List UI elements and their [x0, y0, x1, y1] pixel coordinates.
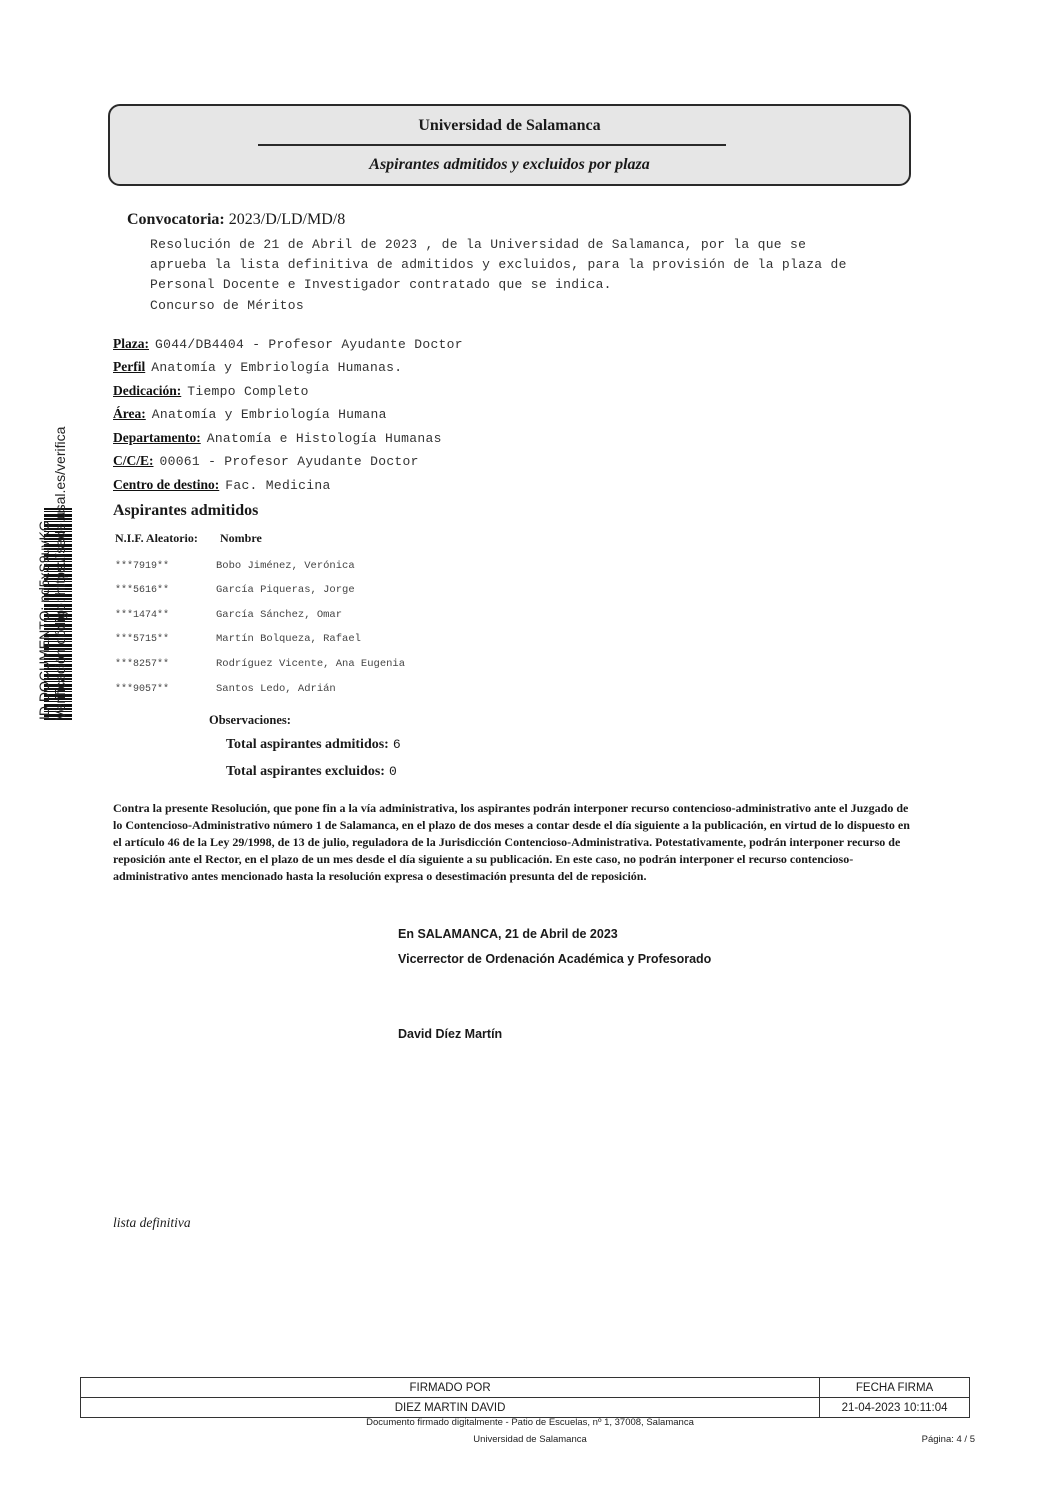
field-value: G044/DB4404 - Profesor Ayudante Doctor: [155, 337, 463, 352]
table-row-name: Santos Ledo, Adrián: [216, 683, 336, 695]
table-row-name: Bobo Jiménez, Verónica: [216, 560, 355, 572]
total-excluidos-label: Total aspirantes excluidos:: [226, 764, 385, 779]
total-excluidos: [226, 764, 397, 780]
table-row-name: Martín Bolqueza, Rafael: [216, 633, 361, 645]
table-row-nif: ***1474**: [115, 610, 170, 621]
field-value: Tiempo Completo: [187, 384, 309, 399]
field-label: Dedicación:: [113, 383, 182, 398]
col-name: Nombre: [220, 531, 262, 545]
field-label: C/C/E:: [113, 453, 154, 468]
total-admitidos: [226, 737, 401, 753]
field-value: 00061 - Profesor Ayudante Doctor: [159, 454, 419, 469]
header-divider: [258, 144, 726, 146]
total-admitidos-label: Total aspirantes admitidos:: [226, 737, 389, 752]
convocatoria: [127, 211, 345, 229]
header-subtitle: Aspirantes admitidos y excluidos por plaza: [369, 156, 650, 173]
resolution-line-1: Resolución de 21 de Abril de 2023 , de la Universidad de Salamanca, por la que se: [150, 237, 807, 252]
table-row-nif: ***5616**: [115, 585, 170, 596]
admitidos-title: Aspirantes admitidos: [113, 502, 259, 519]
table-row-name: Rodríguez Vicente, Ana Eugenia: [216, 658, 406, 670]
field-label: Departamento:: [113, 430, 201, 445]
field-dedicacion: [113, 382, 309, 400]
field-plaza: [113, 335, 463, 353]
table-row-nif: ***5715**: [115, 634, 170, 645]
field-label: Centro de destino:: [113, 477, 220, 492]
place-date: En SALAMANCA, 21 de Abril de 2023: [398, 927, 618, 941]
table-row-nif: ***8257**: [115, 659, 170, 670]
field-value: Anatomía y Embriología Humanas.: [151, 360, 403, 375]
university-footer: Universidad de Salamanca: [473, 1434, 587, 1445]
field-value: Anatomía e Histología Humanas: [206, 431, 442, 446]
convocatoria-value: 2023/D/LD/MD/8: [228, 211, 346, 228]
field-area: [113, 405, 387, 423]
signed-by-value: DIEZ MARTIN DAVID: [81, 1398, 820, 1418]
resolution-line-2: aprueba la lista definitiva de admitidos y excluidos, para la provisión de la plaza de: [150, 257, 847, 272]
field-cce: [113, 452, 419, 470]
field-label: Área:: [113, 406, 146, 421]
field-centro: [113, 476, 331, 494]
signer-role: Vicerrector de Ordenación Académica y Profesorado: [398, 952, 712, 966]
col-nif: N.I.F. Aleatorio:: [115, 531, 198, 545]
concurso-type: Concurso de Méritos: [150, 298, 304, 313]
page-number: Página: 4 / 5: [921, 1434, 975, 1445]
total-admitidos-value: 6: [392, 737, 401, 752]
field-perfil: [113, 358, 402, 376]
footer-note: lista definitiva: [113, 1215, 191, 1230]
field-label: Perfil: [113, 359, 146, 374]
field-departamento: [113, 429, 442, 447]
table-row-nif: ***7919**: [115, 561, 170, 572]
sign-date-header: FECHA FIRMA: [820, 1378, 970, 1398]
table-row-name: García Piqueras, Jorge: [216, 584, 355, 596]
signed-by-header: FIRMADO POR: [81, 1378, 820, 1398]
sign-date-value: 21-04-2023 10:11:04: [820, 1398, 970, 1418]
legal-paragraph: Contra la presente Resolución, que pone fin a la vía administrativa, los aspirantes podrán interponer recurso contencioso-administrativo ante el Juzgado de lo Contencioso-Administrativo número 1 de Salamanca, en el plazo de dos meses a contar desde el día siguiente a la publicación, en virtud de lo dispuesto en el artículo 46 de la Ley 29/1998, de 13 de julio, reguladora de la Jurisdicción Contencioso-Administrativa. Potestativamente, podrán interponer recurso de reposición ante el Rector, en el plazo de un mes desde el día siguiente a su publicación. En este caso, no podrán interponer el recurso contencioso-administrativo antes mencionado hasta la resolución expresa o desestimación presunta del de reposición.: [113, 801, 910, 883]
convocatoria-label: Convocatoria:: [127, 211, 225, 228]
signer-name: David Díez Martín: [398, 1027, 503, 1041]
table-row-nif: ***9057**: [115, 684, 170, 695]
header-box: [108, 104, 911, 186]
observaciones-label: Observaciones:: [209, 713, 291, 727]
verification-url[interactable]: Verificación código: https://sede.usal.es/verifica: [52, 426, 68, 720]
total-excluidos-value: 0: [388, 764, 397, 779]
digital-signature-note: Documento firmado digitalmente - Patio de Escuelas, nº 1, 37008, Salamanca: [366, 1417, 694, 1428]
id-document: ID DOCUMENTO: nd5xS9uvKG: [36, 520, 52, 720]
field-label: Plaza:: [113, 336, 149, 351]
signature-table: [80, 1377, 970, 1418]
resolution-line-3: Personal Docente e Investigador contratado que se indica.: [150, 277, 612, 292]
university-name: Universidad de Salamanca: [418, 117, 601, 134]
side-verification: [36, 427, 68, 720]
field-value: Fac. Medicina: [225, 478, 331, 493]
field-value: Anatomía y Embriología Humana: [151, 407, 387, 422]
table-row-name: García Sánchez, Omar: [216, 609, 343, 621]
